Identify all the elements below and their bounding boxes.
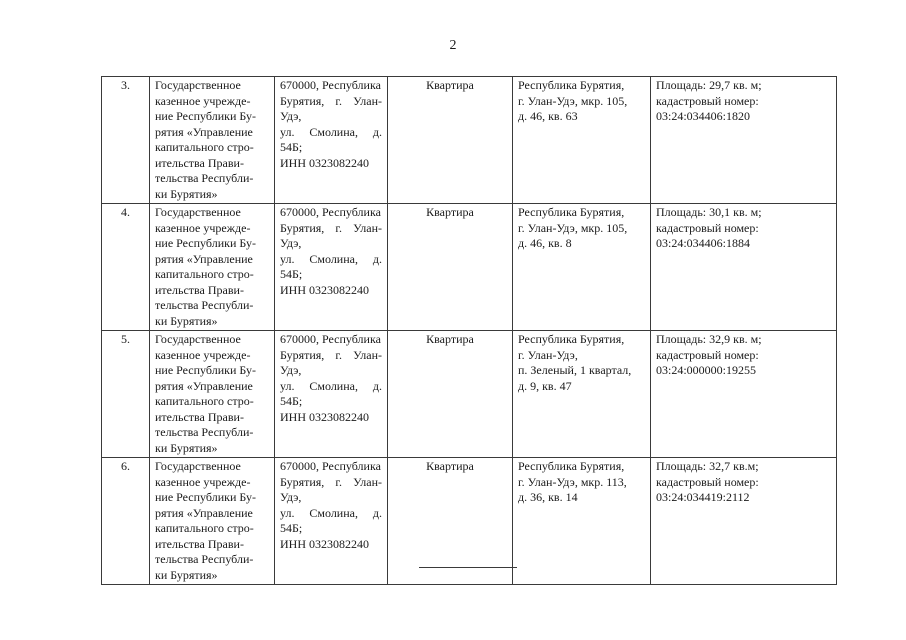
table-row (102, 458, 837, 585)
footnote-divider (419, 567, 517, 568)
row-number-cell: 6. (102, 458, 150, 585)
table-row (102, 204, 837, 331)
organization-address-cell: 670000, Республика Бурятия, г. Улан-Удэ, ул. Смолина, д. 54Б; ИНН 0323082240 (275, 458, 388, 585)
property-details-cell: Площадь: 32,9 кв. м; кадастровый номер: 03:24:000000:19255 (651, 331, 837, 458)
row-number-cell: 5. (102, 331, 150, 458)
property-details-cell: Площадь: 30,1 кв. м; кадастровый номер: 03:24:034406:1884 (651, 204, 837, 331)
property-type-cell: Квартира (388, 458, 513, 585)
property-type-cell: Квартира (388, 77, 513, 204)
property-details-cell: Площадь: 29,7 кв. м; кадастровый номер: 03:24:034406:1820 (651, 77, 837, 204)
property-details-cell: Площадь: 32,7 кв.м; кадастровый номер: 03:24:034419:2112 (651, 458, 837, 585)
table-row (102, 77, 837, 204)
organization-address-cell: 670000, Республика Бурятия, г. Улан-Удэ, ул. Смолина, д. 54Б; ИНН 0323082240 (275, 77, 388, 204)
property-type-cell: Квартира (388, 331, 513, 458)
property-location-cell: Республика Бурятия, г. Улан-Удэ, п. Зеленый, 1 квартал, д. 9, кв. 47 (513, 331, 651, 458)
property-location-cell: Республика Бурятия, г. Улан-Удэ, мкр. 113, д. 36, кв. 14 (513, 458, 651, 585)
organization-cell: Государственное казенное учрежде- ние Республики Бу- рятия «Управление капитального стро- ительства Прави- тельства Республи- ки Бурятия» (150, 204, 275, 331)
property-table (101, 76, 837, 585)
table-row (102, 331, 837, 458)
row-number-cell: 3. (102, 77, 150, 204)
organization-address-cell: 670000, Республика Бурятия, г. Улан-Удэ, ул. Смолина, д. 54Б; ИНН 0323082240 (275, 331, 388, 458)
property-type-cell: Квартира (388, 204, 513, 331)
property-location-cell: Республика Бурятия, г. Улан-Удэ, мкр. 105, д. 46, кв. 63 (513, 77, 651, 204)
organization-cell: Государственное казенное учрежде- ние Республики Бу- рятия «Управление капитального стро- ительства Прави- тельства Республи- ки Бурятия» (150, 458, 275, 585)
organization-cell: Государственное казенное учрежде- ние Республики Бу- рятия «Управление капитального стро- ительства Прави- тельства Республи- ки Бурятия» (150, 331, 275, 458)
organization-cell: Государственное казенное учрежде- ние Республики Бу- рятия «Управление капитального стро- ительства Прави- тельства Республи- ки Бурятия» (150, 77, 275, 204)
organization-address-cell: 670000, Республика Бурятия, г. Улан-Удэ, ул. Смолина, д. 54Б; ИНН 0323082240 (275, 204, 388, 331)
row-number-cell: 4. (102, 204, 150, 331)
property-location-cell: Республика Бурятия, г. Улан-Удэ, мкр. 105, д. 46, кв. 8 (513, 204, 651, 331)
page-number: 2 (449, 38, 457, 53)
